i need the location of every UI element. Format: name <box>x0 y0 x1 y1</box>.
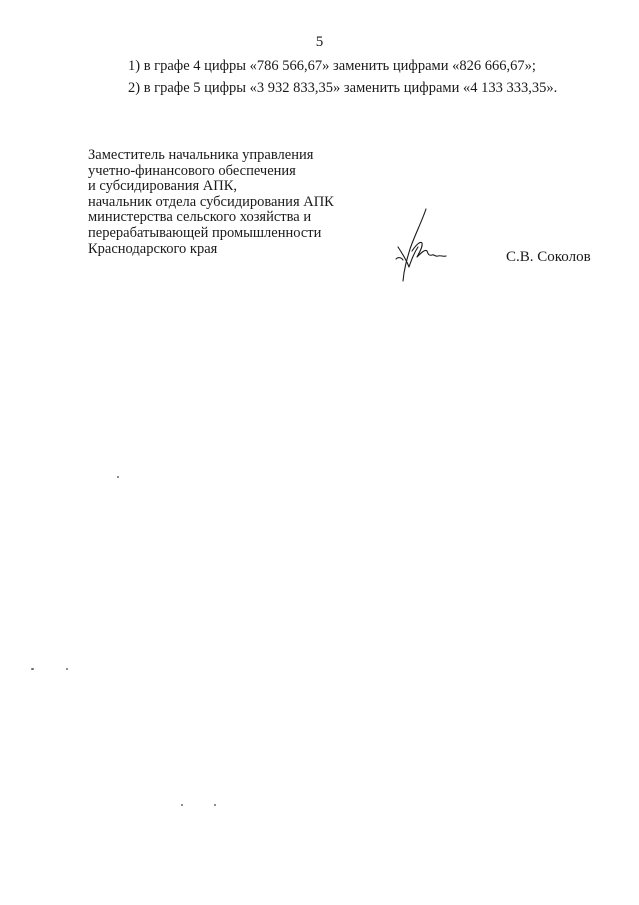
signer-name: С.В. Соколов <box>506 249 591 265</box>
signatory-position-block <box>88 148 388 257</box>
amendment-item-2: 2) в графе 5 цифры «3 932 833,35» заменить цифрами «4 133 333,35». <box>128 80 558 96</box>
position-line-3: и субсидирования АПК, <box>88 178 238 195</box>
position-line-2: учетно-финансового обеспечения <box>88 162 296 179</box>
scan-speck <box>31 668 34 670</box>
position-line-7: Краснодарского края <box>88 240 218 257</box>
amendment-item-1: 1) в графе 4 цифры «786 566,67» заменить цифрами «826 666,67»; <box>128 58 536 74</box>
scan-speck <box>117 476 119 478</box>
position-line-6: перерабатывающей промышленности <box>88 224 322 241</box>
scan-speck <box>214 804 216 806</box>
handwritten-signature <box>392 207 448 285</box>
position-line-5: министерства сельского хозяйства и <box>88 209 312 226</box>
page-number: 5 <box>315 34 324 50</box>
position-line-1: Заместитель начальника управления <box>88 147 314 163</box>
scan-speck <box>181 804 183 806</box>
scan-speck <box>66 668 68 670</box>
position-line-4: начальник отдела субсидирования АПК <box>88 193 334 210</box>
